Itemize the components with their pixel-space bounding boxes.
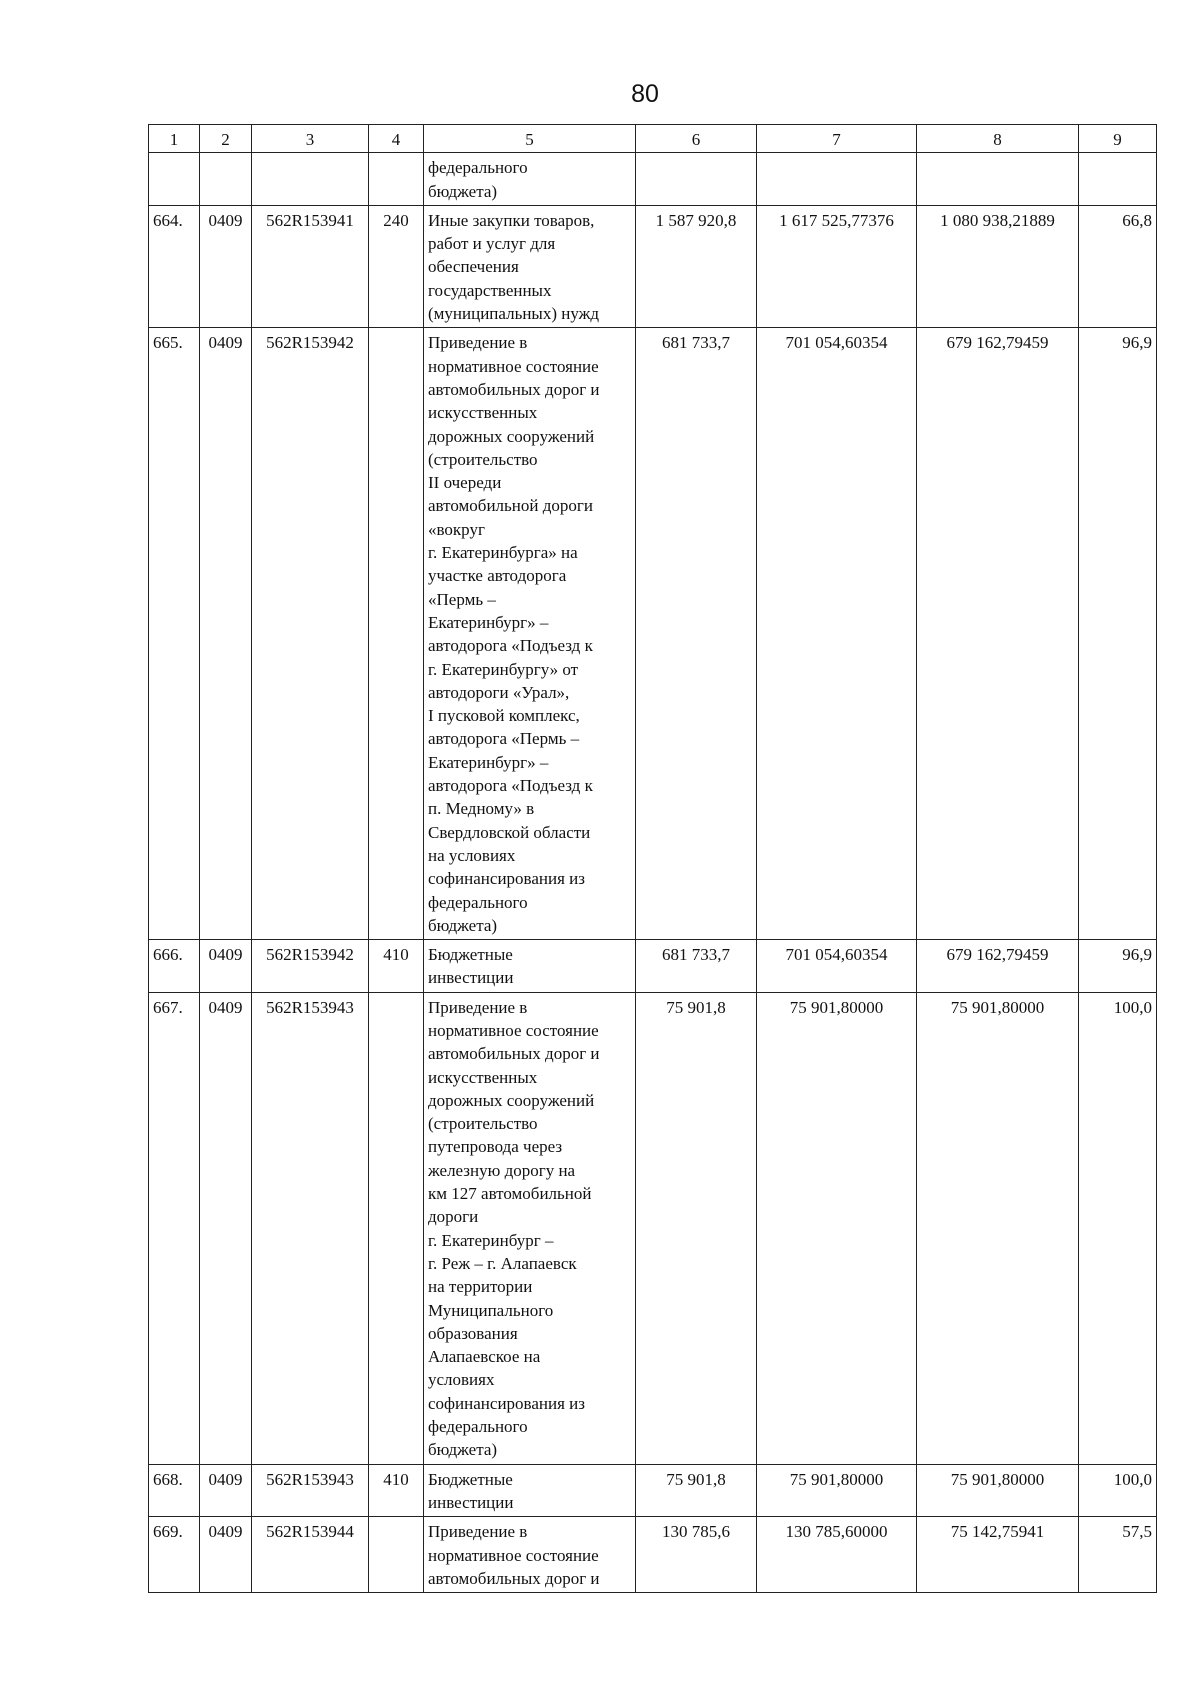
- table-row: [149, 1464, 1157, 1517]
- item-name-line: участке автодорога: [428, 566, 567, 586]
- table-row: [149, 940, 1157, 993]
- header-cell: 6: [636, 125, 757, 153]
- item-name-line: Екатеринбург» –: [428, 612, 549, 632]
- item-name-line: искусственных: [428, 1067, 538, 1087]
- item-name-line: Приведение в: [428, 1522, 528, 1542]
- item-name-line: Иные закупки товаров,: [428, 210, 595, 230]
- item-name-cell: [424, 328, 636, 940]
- item-name-line: работ и услуг для: [428, 234, 556, 254]
- row-number-cell: 667.: [149, 992, 200, 1464]
- amount-approved-cell: 681 733,7: [636, 328, 757, 940]
- amount-approved-cell: 75 901,8: [636, 1464, 757, 1517]
- article-code-cell: 562R153942: [252, 328, 369, 940]
- amount-planned-cell: 130 785,60000: [757, 1517, 917, 1593]
- amount-approved-cell: 681 733,7: [636, 940, 757, 993]
- row-number-cell: 664.: [149, 205, 200, 327]
- item-name-line: железную дорогу на: [428, 1160, 576, 1180]
- table-row: [149, 328, 1157, 940]
- expense-type-cell: [369, 328, 424, 940]
- item-name-line: обеспечения: [428, 257, 519, 277]
- item-name-line: г. Екатеринбургу» от: [428, 659, 579, 679]
- amount-executed-cell: 679 162,79459: [917, 328, 1079, 940]
- item-name-line: дорожных сооружений: [428, 1090, 595, 1110]
- table-row: [149, 153, 1157, 206]
- item-name-line: Екатеринбург» –: [428, 752, 549, 772]
- item-name-line: нормативное состояние: [428, 1020, 599, 1040]
- item-name-line: на условиях: [428, 845, 516, 865]
- article-code-cell: 562R153943: [252, 992, 369, 1464]
- item-name-line: I пусковой комплекс,: [428, 706, 580, 726]
- item-name-line: автомобильной дороги: [428, 496, 593, 516]
- item-name-line: Приведение в: [428, 333, 528, 353]
- expense-type-cell: [369, 1517, 424, 1593]
- item-name-line: инвестиции: [428, 1492, 514, 1512]
- item-name-line: г. Екатеринбурга» на: [428, 543, 578, 563]
- item-name-cell: [424, 153, 636, 206]
- item-name-line: (муниципальных) нужд: [428, 304, 600, 324]
- execution-percent-cell: 57,5: [1079, 1517, 1157, 1593]
- expense-type-cell: 410: [369, 1464, 424, 1517]
- expense-type-cell: [369, 153, 424, 206]
- item-name-cell: [424, 1517, 636, 1593]
- amount-planned-cell: 75 901,80000: [757, 992, 917, 1464]
- amount-executed-cell: 1 080 938,21889: [917, 205, 1079, 327]
- item-name-line: км 127 автомобильной: [428, 1184, 592, 1204]
- item-name-cell: [424, 1464, 636, 1517]
- amount-approved-cell: [636, 153, 757, 206]
- item-name-line: путепровода через: [428, 1137, 563, 1157]
- amount-planned-cell: 75 901,80000: [757, 1464, 917, 1517]
- item-name-line: автомобильных дорог и: [428, 1044, 600, 1064]
- amount-planned-cell: 701 054,60354: [757, 940, 917, 993]
- section-code-cell: [200, 153, 252, 206]
- article-code-cell: 562R153944: [252, 1517, 369, 1593]
- section-code-cell: 0409: [200, 328, 252, 940]
- item-name-line: (строительство: [428, 1114, 538, 1134]
- execution-percent-cell: 96,9: [1079, 940, 1157, 993]
- item-name-line: «вокруг: [428, 519, 485, 539]
- section-code-cell: 0409: [200, 205, 252, 327]
- header-cell: 2: [200, 125, 252, 153]
- item-name-line: автодорога «Подъезд к: [428, 776, 593, 796]
- header-cell: 4: [369, 125, 424, 153]
- row-number-cell: 666.: [149, 940, 200, 993]
- execution-percent-cell: [1079, 153, 1157, 206]
- header-cell: 3: [252, 125, 369, 153]
- item-name-line: образования: [428, 1323, 518, 1343]
- execution-percent-cell: 100,0: [1079, 1464, 1157, 1517]
- item-name-line: федерального: [428, 892, 528, 912]
- amount-executed-cell: 75 901,80000: [917, 1464, 1079, 1517]
- expense-type-cell: 240: [369, 205, 424, 327]
- section-code-cell: 0409: [200, 1517, 252, 1593]
- row-number-cell: 668.: [149, 1464, 200, 1517]
- item-name-line: федерального: [428, 1417, 528, 1437]
- header-cell: 8: [917, 125, 1079, 153]
- page-number: 80: [631, 80, 659, 108]
- row-number-cell: [149, 153, 200, 206]
- item-name-line: нормативное состояние: [428, 1545, 599, 1565]
- expense-type-cell: [369, 992, 424, 1464]
- item-name-line: автомобильных дорог и: [428, 1568, 600, 1588]
- item-name-line: условиях: [428, 1370, 495, 1390]
- amount-executed-cell: 75 142,75941: [917, 1517, 1079, 1593]
- execution-percent-cell: 96,9: [1079, 328, 1157, 940]
- amount-planned-cell: [757, 153, 917, 206]
- item-name-line: искусственных: [428, 403, 538, 423]
- item-name-line: государственных: [428, 280, 552, 300]
- item-name-line: Приведение в: [428, 997, 528, 1017]
- item-name-line: софинансирования из: [428, 869, 585, 889]
- item-name-line: автодорога «Подъезд к: [428, 636, 593, 656]
- item-name-line: г. Екатеринбург –: [428, 1230, 554, 1250]
- header-cell: 1: [149, 125, 200, 153]
- item-name-line: бюджета): [428, 915, 498, 935]
- item-name-cell: [424, 992, 636, 1464]
- header-row: [149, 125, 1157, 153]
- item-name-line: на территории: [428, 1277, 533, 1297]
- expense-type-cell: 410: [369, 940, 424, 993]
- execution-percent-cell: 100,0: [1079, 992, 1157, 1464]
- item-name-line: бюджета): [428, 181, 498, 201]
- item-name-line: п. Медному» в: [428, 799, 535, 819]
- table-row: [149, 205, 1157, 327]
- execution-percent-cell: 66,8: [1079, 205, 1157, 327]
- table-row: [149, 1517, 1157, 1593]
- amount-planned-cell: 1 617 525,77376: [757, 205, 917, 327]
- section-code-cell: 0409: [200, 1464, 252, 1517]
- article-code-cell: 562R153943: [252, 1464, 369, 1517]
- amount-approved-cell: 75 901,8: [636, 992, 757, 1464]
- item-name-line: Свердловской области: [428, 822, 591, 842]
- item-name-line: автодорога «Пермь –: [428, 729, 580, 749]
- budget-table: [148, 124, 1157, 1593]
- item-name-line: федерального: [428, 158, 528, 178]
- table-row: [149, 992, 1157, 1464]
- item-name-line: Муниципального: [428, 1300, 554, 1320]
- item-name-line: дорожных сооружений: [428, 426, 595, 446]
- article-code-cell: 562R153941: [252, 205, 369, 327]
- amount-executed-cell: 679 162,79459: [917, 940, 1079, 993]
- row-number-cell: 665.: [149, 328, 200, 940]
- row-number-cell: 669.: [149, 1517, 200, 1593]
- amount-approved-cell: 1 587 920,8: [636, 205, 757, 327]
- amount-planned-cell: 701 054,60354: [757, 328, 917, 940]
- article-code-cell: 562R153942: [252, 940, 369, 993]
- item-name-line: нормативное состояние: [428, 356, 599, 376]
- item-name-line: (строительство: [428, 449, 538, 469]
- item-name-line: Бюджетные: [428, 945, 513, 965]
- section-code-cell: 0409: [200, 992, 252, 1464]
- item-name-line: Алапаевское на: [428, 1347, 541, 1367]
- item-name-cell: [424, 940, 636, 993]
- item-name-line: «Пермь –: [428, 589, 496, 609]
- item-name-line: автомобильных дорог и: [428, 379, 600, 399]
- article-code-cell: [252, 153, 369, 206]
- item-name-cell: [424, 205, 636, 327]
- item-name-line: дороги: [428, 1207, 479, 1227]
- header-cell: 9: [1079, 125, 1157, 153]
- item-name-line: II очереди: [428, 473, 502, 493]
- amount-executed-cell: 75 901,80000: [917, 992, 1079, 1464]
- section-code-cell: 0409: [200, 940, 252, 993]
- item-name-line: инвестиции: [428, 968, 514, 988]
- item-name-line: бюджета): [428, 1440, 498, 1460]
- item-name-line: г. Реж – г. Алапаевск: [428, 1253, 577, 1273]
- header-cell: 7: [757, 125, 917, 153]
- item-name-line: софинансирования из: [428, 1393, 585, 1413]
- amount-approved-cell: 130 785,6: [636, 1517, 757, 1593]
- item-name-line: автодороги «Урал»,: [428, 682, 570, 702]
- header-cell: 5: [424, 125, 636, 153]
- item-name-line: Бюджетные: [428, 1469, 513, 1489]
- amount-executed-cell: [917, 153, 1079, 206]
